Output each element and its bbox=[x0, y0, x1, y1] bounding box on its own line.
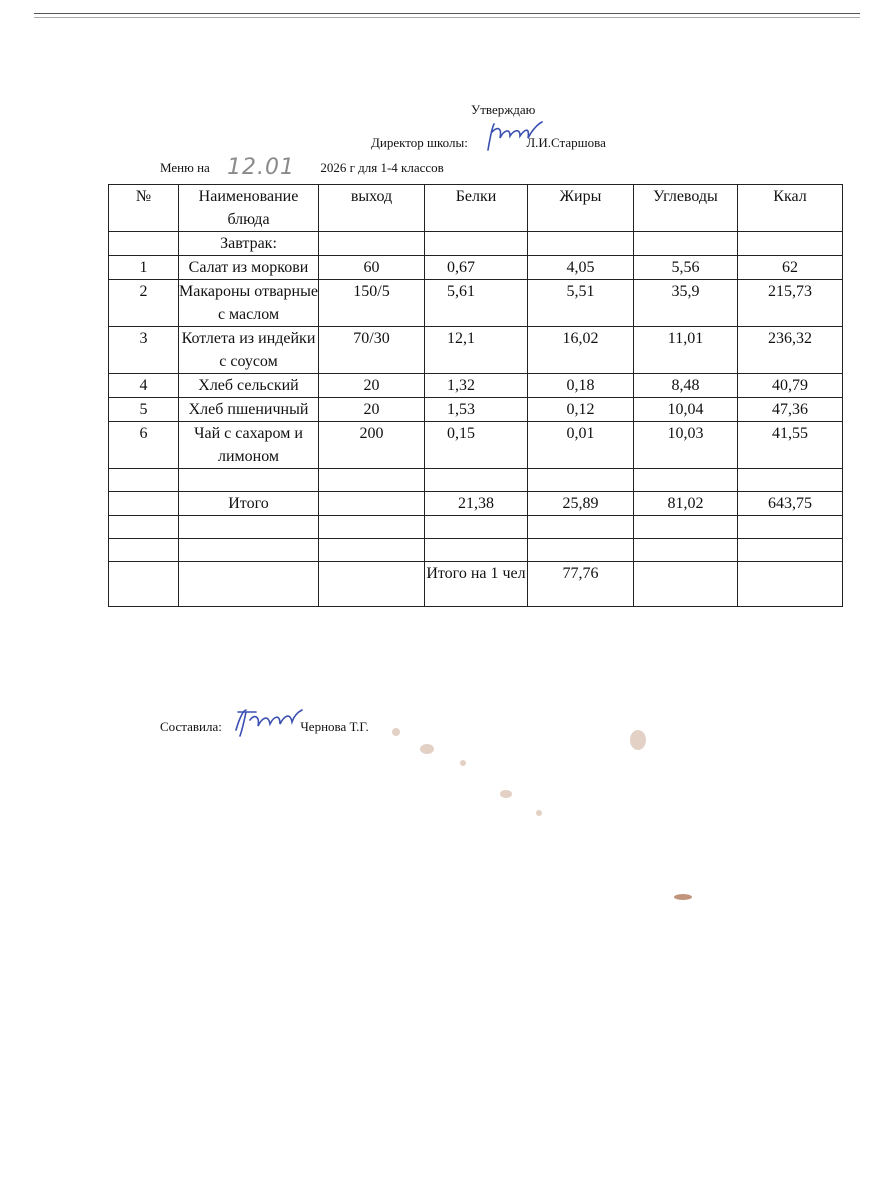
dish-name: Хлеб пшеничный bbox=[179, 398, 319, 422]
menu-suffix: 2026 г для 1-4 классов bbox=[320, 160, 444, 175]
stain-mark bbox=[392, 728, 400, 736]
dish-name: Салат из моркови bbox=[179, 256, 319, 280]
fat-value: 0,18 bbox=[528, 374, 634, 398]
total-kcal: 643,75 bbox=[738, 492, 843, 516]
fat-value: 0,01 bbox=[528, 422, 634, 469]
menu-table bbox=[108, 184, 843, 607]
total-protein: 21,38 bbox=[425, 492, 528, 516]
table-row bbox=[109, 422, 843, 469]
per-person-label: Итого на 1 чел bbox=[425, 562, 528, 607]
row-number: 2 bbox=[109, 280, 179, 327]
header-cell-fat: Жиры bbox=[528, 185, 634, 232]
total-row bbox=[109, 492, 843, 516]
protein-value: 0,15 bbox=[425, 422, 528, 469]
protein-value: 5,61 bbox=[425, 280, 528, 327]
stain-mark bbox=[536, 810, 542, 816]
total-fat: 25,89 bbox=[528, 492, 634, 516]
kcal-value: 47,36 bbox=[738, 398, 843, 422]
composer-name: Чернова Т.Г. bbox=[300, 719, 369, 734]
stain-mark bbox=[630, 730, 646, 750]
table-row bbox=[109, 398, 843, 422]
yield-value: 60 bbox=[319, 256, 425, 280]
director-signature bbox=[484, 120, 546, 156]
protein-value: 0,67 bbox=[425, 256, 528, 280]
yield-value: 20 bbox=[319, 374, 425, 398]
stain-mark bbox=[500, 790, 512, 798]
kcal-value: 215,73 bbox=[738, 280, 843, 327]
table-row bbox=[109, 232, 843, 256]
dish-name: Макароны отварные с маслом bbox=[179, 280, 319, 327]
stain-mark bbox=[460, 760, 466, 766]
yield-value: 70/30 bbox=[319, 327, 425, 374]
header-cell-number: № bbox=[109, 185, 179, 232]
table-row bbox=[109, 280, 843, 327]
carbs-value: 8,48 bbox=[634, 374, 738, 398]
table-row bbox=[109, 374, 843, 398]
row-number: 1 bbox=[109, 256, 179, 280]
yield-value: 20 bbox=[319, 398, 425, 422]
protein-value: 1,32 bbox=[425, 374, 528, 398]
yield-value: 150/5 bbox=[319, 280, 425, 327]
menu-date-handwritten: 12.01 bbox=[227, 155, 296, 180]
approval-heading: Утверждаю bbox=[471, 102, 536, 117]
fat-value: 0,12 bbox=[528, 398, 634, 422]
protein-value: 12,1 bbox=[425, 327, 528, 374]
header-cell-yield: выход bbox=[319, 185, 425, 232]
fat-value: 5,51 bbox=[528, 280, 634, 327]
carbs-value: 11,01 bbox=[634, 327, 738, 374]
carbs-value: 5,56 bbox=[634, 256, 738, 280]
row-number: 4 bbox=[109, 374, 179, 398]
menu-date-line bbox=[160, 153, 444, 178]
carbs-value: 10,03 bbox=[634, 422, 738, 469]
section-label: Завтрак: bbox=[179, 232, 319, 256]
dish-name: Чай с сахаром и лимоном bbox=[179, 422, 319, 469]
kcal-value: 40,79 bbox=[738, 374, 843, 398]
dish-name: Котлета из индейки с соусом bbox=[179, 327, 319, 374]
stain-mark bbox=[674, 894, 692, 900]
total-label: Итого bbox=[179, 492, 319, 516]
protein-value: 1,53 bbox=[425, 398, 528, 422]
kcal-value: 62 bbox=[738, 256, 843, 280]
dish-name: Хлеб сельский bbox=[179, 374, 319, 398]
row-number: 3 bbox=[109, 327, 179, 374]
kcal-value: 41,55 bbox=[738, 422, 843, 469]
scan-edge-line bbox=[34, 13, 860, 14]
header-cell-dish: Наименование блюда bbox=[179, 185, 319, 232]
row-number: 5 bbox=[109, 398, 179, 422]
table-row bbox=[109, 539, 843, 562]
composer-signature bbox=[232, 706, 306, 742]
composer-label: Составила: bbox=[160, 719, 222, 734]
director-name: Л.И.Старшова bbox=[526, 135, 606, 150]
menu-prefix: Меню на bbox=[160, 160, 210, 175]
carbs-value: 10,04 bbox=[634, 398, 738, 422]
scan-edge-line bbox=[34, 17, 860, 18]
header-cell-protein: Белки bbox=[425, 185, 528, 232]
director-label: Директор школы: bbox=[371, 135, 468, 150]
header-cell-kcal: Ккал bbox=[738, 185, 843, 232]
per-person-row bbox=[109, 562, 843, 607]
fat-value: 4,05 bbox=[528, 256, 634, 280]
carbs-value: 35,9 bbox=[634, 280, 738, 327]
kcal-value: 236,32 bbox=[738, 327, 843, 374]
table-header-row bbox=[109, 185, 843, 232]
total-carbs: 81,02 bbox=[634, 492, 738, 516]
header-cell-carbs: Углеводы bbox=[634, 185, 738, 232]
table-row bbox=[109, 327, 843, 374]
row-number: 6 bbox=[109, 422, 179, 469]
per-person-value: 77,76 bbox=[528, 562, 634, 607]
stain-mark bbox=[420, 744, 434, 754]
fat-value: 16,02 bbox=[528, 327, 634, 374]
table-row bbox=[109, 469, 843, 492]
table-row bbox=[109, 256, 843, 280]
yield-value: 200 bbox=[319, 422, 425, 469]
table-row bbox=[109, 516, 843, 539]
